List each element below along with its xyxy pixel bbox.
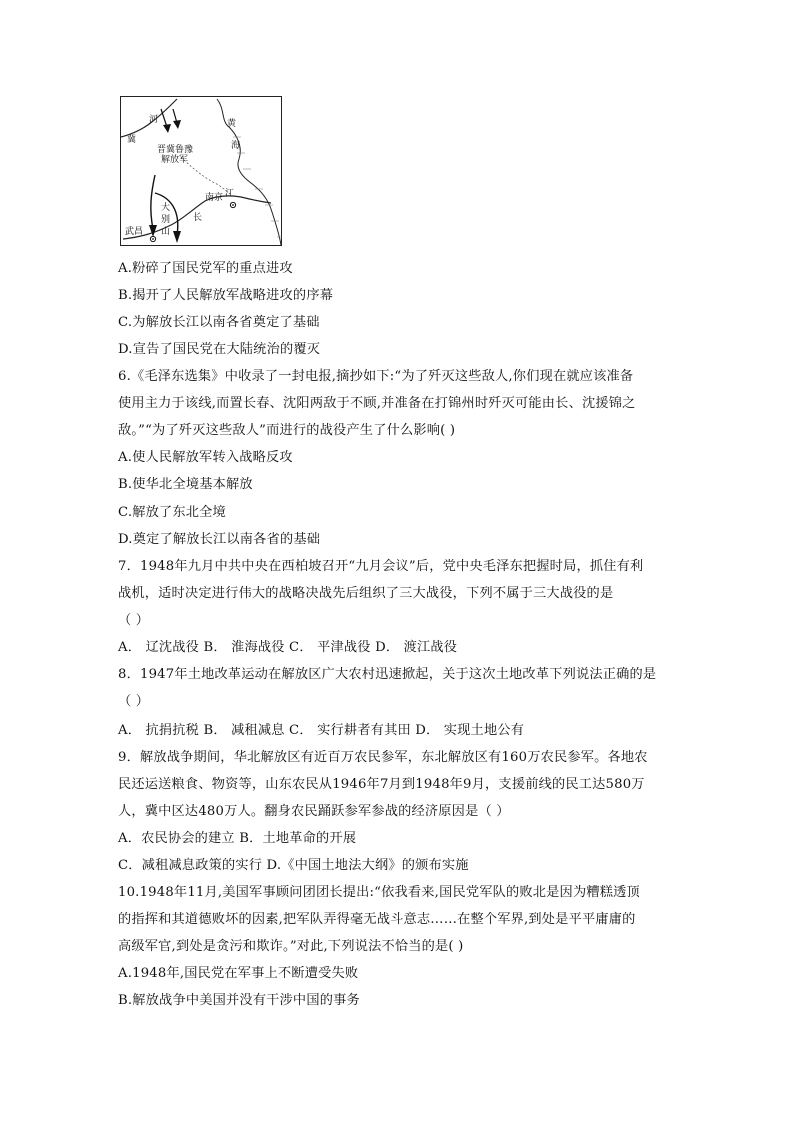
map-label-chang: 长	[193, 213, 203, 223]
arrow-crossing-head	[163, 124, 171, 133]
q6-option-d: D.奠定了解放长江以南各省的基础	[118, 532, 321, 547]
map-label-he: 河	[149, 115, 159, 125]
q5-option-c: C.为解放长江以南各省奠定了基础	[118, 315, 320, 330]
q8-stem-line: 8．1947年土地改革运动在解放区广大农村迅速掀起，关于这次土地改革下列说法正确的是	[118, 667, 657, 682]
arrow-crossing-2-head	[173, 120, 181, 129]
q7-stem-line: （ ）	[118, 613, 150, 628]
q7-stem-line: 战机，适时决定进行伟大的战略决战先后组织了三大战役，下列不属于三大战役的是	[118, 586, 614, 601]
army-route	[151, 175, 155, 229]
q10-option-b: B.解放战争中美国并没有干涉中国的事务	[118, 993, 360, 1008]
q6-option-a: A.使人民解放军转入战略反攻	[118, 450, 293, 465]
q6-option-b: B.使华北全境基本解放	[118, 477, 253, 492]
map-drawing	[121, 97, 283, 247]
map-label-shan: 山	[161, 227, 171, 237]
q9-options-row-2: C．减租减息政策的实行 D.《中国土地法大纲》的颁布实施	[118, 858, 469, 873]
q6-stem-line: 敌。”“为了歼灭这些敌人”而进行的战役产生了什么影响( )	[118, 423, 456, 438]
map-label-wuchang: 武昌	[125, 227, 144, 237]
route-arrowhead-2	[173, 231, 181, 243]
q9-options-row-1: A．农民协会的建立 B．土地革命的开展	[118, 831, 357, 846]
q5-option-b: B.揭开了人民解放军战略进攻的序幕	[118, 288, 334, 303]
q5-option-a: A.粉碎了国民党军的重点进攻	[118, 261, 293, 276]
q9-stem-line: 人，冀中区达480万人。翻身农民踊跃参军参战的经济原因是（ ）	[118, 804, 510, 819]
region-border	[181, 157, 231, 195]
map-label-jiang: 江	[225, 189, 235, 199]
map-label-army-2: 解放军	[161, 155, 189, 165]
q7-stem-line: 7．1948年九月中共中央在西柏坡召开“九月会议”后，党中央毛泽东把握时局，抓住有利	[118, 559, 644, 574]
q5-option-d: D.宣告了国民党在大陆统治的覆灭	[118, 342, 321, 357]
q7-options: A． 辽沈战役 B． 淮海战役 C． 平津战役 D． 渡江战役	[118, 640, 458, 655]
map-label-huang: 黄	[227, 119, 237, 129]
map-label-hai: 海	[231, 141, 241, 151]
q8-options: A． 抗捐抗税 B． 减租减息 C． 实行耕者有其田 D． 实现土地公有	[118, 723, 525, 738]
map-label-da: 大	[161, 203, 171, 213]
map-label-nanjing: 南京	[205, 193, 224, 203]
q10-stem-line: 的指挥和其道德败坏的因素,把军队弄得毫无战斗意志……在整个军界,到处是平平庸庸的	[118, 912, 636, 927]
q9-stem-line: 9．解放战争期间，华北解放区有近百万农民参军，东北解放区有160万农民参军。各地农	[118, 750, 648, 765]
q10-stem-line: 高级军官,到处是贪污和欺诈。”对此,下列说法不恰当的是( )	[118, 939, 464, 954]
map-figure	[120, 96, 282, 246]
q8-stem-line: （ ）	[118, 694, 150, 709]
map-label-bie: 别	[161, 215, 171, 225]
q10-option-a: A.1948年,国民党在军事上不断遭受失败	[118, 966, 359, 981]
q10-stem-line: 10.1948年11月,美国军事顾问团团长提出:“依我看来,国民党军队的败北是因为糟糕透顶	[118, 885, 640, 900]
map-label-ji: 冀	[127, 135, 137, 145]
q6-stem-line: 6.《毛泽东选集》中收录了一封电报,摘抄如下:“为了歼灭这些敌人,你们现在就应该准备	[118, 369, 634, 384]
q9-stem-line: 民还运送粮食、物资等，山东农民从1946年7月到1948年9月，支援前线的民工达580万	[118, 777, 645, 792]
q6-option-c: C.解放了东北全境	[118, 505, 226, 520]
map-label-army-1: 晋冀鲁豫	[157, 145, 194, 155]
q6-stem-line: 使用主力于该线,而置长春、沈阳两敌于不顾,并准备在打锦州时歼灭可能由长、沈援锦之	[118, 396, 636, 411]
